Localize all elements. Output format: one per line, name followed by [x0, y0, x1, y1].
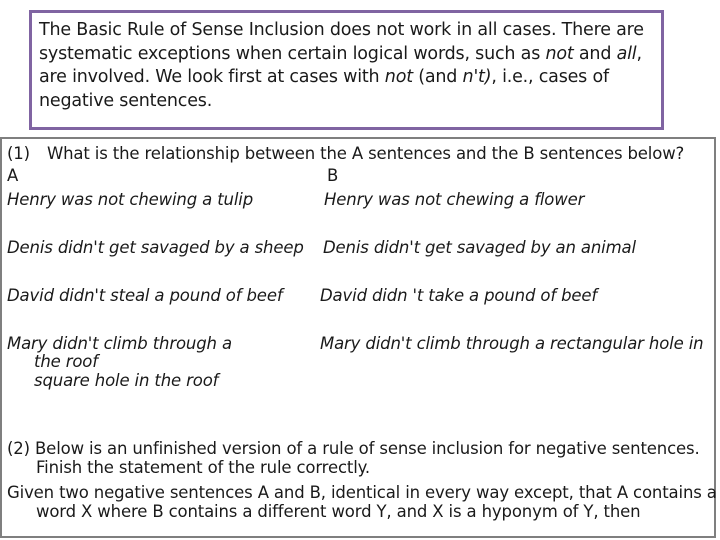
sentence-a-4-line-2: the roof [34, 352, 98, 371]
sentence-a-2: Denis didn't get savaged by a sheep [7, 238, 304, 257]
question-2-line-1: (2) Below is an unfinished version of a rule of sense inclusion for negative sentences. [7, 439, 700, 458]
sentence-b-1: Henry was not chewing a flower [324, 190, 585, 209]
intro-text-segment: (and [412, 67, 463, 87]
intro-italic-word: n't) [462, 67, 492, 87]
question-2-line-3: Given two negative sentences A and B, identical in every way except, that A contains a [7, 483, 717, 502]
intro-italic-word: not [545, 43, 574, 64]
intro-italic-word: all [616, 43, 637, 64]
sentence-a-3: David didn't steal a pound of beef [7, 286, 283, 305]
intro-text-segment: , i.e., cases of negative sentences. [39, 67, 609, 111]
question-2-line-2: Finish the statement of the rule correctly. [36, 458, 370, 477]
sentence-a-4-line-3: square hole in the roof [34, 371, 219, 390]
column-a-header: A [7, 166, 19, 185]
sentence-b-4: Mary didn't climb through a rectangular hole in [320, 334, 704, 353]
sentence-a-4-line-1: Mary didn't climb through a [7, 334, 232, 353]
intro-text-segment: , are involved. We look first at cases with [39, 43, 642, 87]
question-1-label: (1) [7, 144, 30, 163]
question-1 [7, 144, 684, 163]
sentence-a-1: Henry was not chewing a tulip [7, 190, 254, 209]
sentence-b-3: David didn 't take a pound of beef [320, 286, 598, 305]
question-1-text: What is the relationship between the A sentences and the B sentences below? [46, 144, 685, 163]
intro-text-segment: The Basic Rule of Sense Inclusion does not work in all cases. There are systematic exceptions when certain logical words, such as [39, 20, 644, 64]
intro-box [29, 10, 664, 130]
sentence-b-2: Denis didn't get savaged by an animal [323, 238, 636, 257]
intro-text [39, 19, 651, 113]
intro-text-segment: and [573, 43, 617, 64]
question-2-line-4: word X where B contains a different word Y, and X is a hyponym of Y, then [36, 502, 641, 521]
column-b-header: B [327, 166, 339, 185]
intro-italic-word: not [384, 67, 413, 87]
